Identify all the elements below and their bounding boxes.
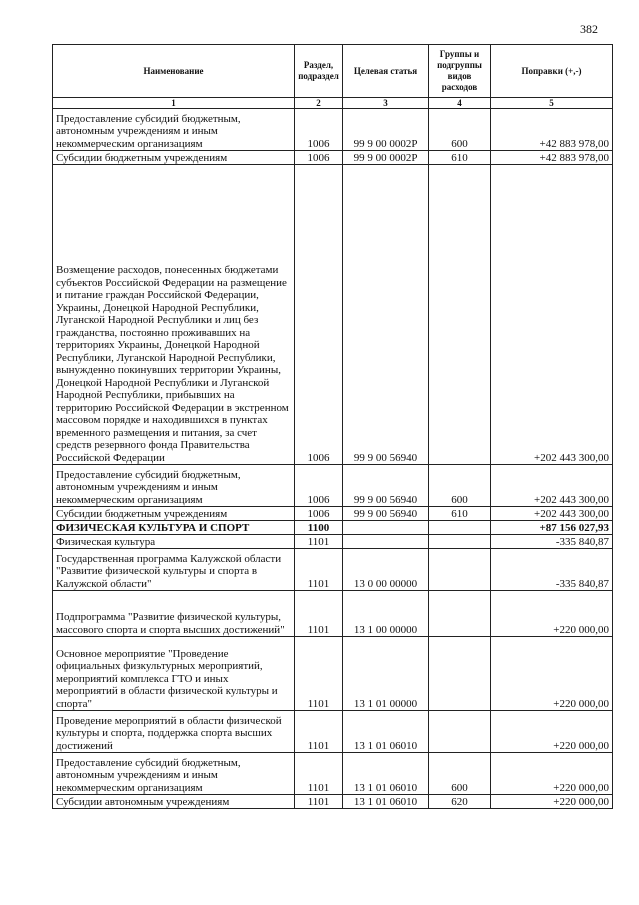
column-number-row: [53, 98, 613, 109]
row-amount: +220 000,00: [491, 711, 613, 753]
column-number: 3: [343, 98, 429, 109]
row-group: [429, 591, 491, 637]
row-name: ФИЗИЧЕСКАЯ КУЛЬТУРА И СПОРТ: [53, 521, 295, 535]
header-amount: Поправки (+,-): [491, 45, 613, 98]
row-amount: +220 000,00: [491, 637, 613, 711]
row-name: Субсидии бюджетным учреждениям: [53, 151, 295, 165]
header-article: Целевая статья: [343, 45, 429, 98]
row-group: [429, 711, 491, 753]
table-row: [53, 637, 613, 711]
row-group: 600: [429, 753, 491, 795]
row-article: 99 9 00 56940: [343, 465, 429, 507]
table-row: [53, 165, 613, 465]
row-group: [429, 535, 491, 549]
row-group: 600: [429, 465, 491, 507]
row-article: 99 9 00 56940: [343, 165, 429, 465]
row-amount: +202 443 300,00: [491, 465, 613, 507]
row-name: Предоставление субсидий бюджетным, автономным учреждениям и иным некоммерческим организациям: [53, 753, 295, 795]
row-article: 13 1 01 06010: [343, 795, 429, 809]
table-row: [53, 507, 613, 521]
header-section: Раздел, подраздел: [295, 45, 343, 98]
row-section: 1006: [295, 151, 343, 165]
row-amount: +42 883 978,00: [491, 151, 613, 165]
row-group: [429, 549, 491, 591]
row-article: 99 9 00 0002Р: [343, 151, 429, 165]
row-name: Возмещение расходов, понесенных бюджетами субъектов Российской Федерации на размещение и питание граждан Российской Федерации, Украины, Донецкой Народной Республики, Луганской Народной Республики и лиц без гражданства, постоянно проживавших на территориях Украины, Донецкой Народной Республики, Луганской Народной Республики, вынужденно покинувших территории Украины, Донецкой Народной Республики и Луганской Народной Республики, прибывших на территорию Российской Федерации в экстренном массовом порядке и находившихся в пунктах временного размещения и питания, за счет средств резервного фонда Правительства Российской Федерации: [53, 165, 295, 465]
table-row: [53, 521, 613, 535]
row-amount: +202 443 300,00: [491, 507, 613, 521]
table-row: [53, 711, 613, 753]
page-number: 382: [580, 22, 598, 36]
row-amount: -335 840,87: [491, 535, 613, 549]
row-article: 13 1 01 06010: [343, 753, 429, 795]
header-group: Группы и подгруппы видов расходов: [429, 45, 491, 98]
row-section: 1006: [295, 165, 343, 465]
row-article: 99 9 00 56940: [343, 507, 429, 521]
column-number: 4: [429, 98, 491, 109]
row-section: 1101: [295, 795, 343, 809]
row-amount: +220 000,00: [491, 753, 613, 795]
row-amount: +42 883 978,00: [491, 109, 613, 151]
table-row: [53, 549, 613, 591]
budget-table: [52, 44, 613, 809]
row-group: 620: [429, 795, 491, 809]
row-group: [429, 165, 491, 465]
row-section: 1006: [295, 465, 343, 507]
row-name: Проведение мероприятий в области физической культуры и спорта, поддержка спорта высших достижений: [53, 711, 295, 753]
row-section: 1100: [295, 521, 343, 535]
row-name: Предоставление субсидий бюджетным, автономным учреждениям и иным некоммерческим организациям: [53, 109, 295, 151]
row-group: 600: [429, 109, 491, 151]
row-amount: +87 156 027,93: [491, 521, 613, 535]
row-amount: +202 443 300,00: [491, 165, 613, 465]
row-section: 1101: [295, 591, 343, 637]
row-group: 610: [429, 151, 491, 165]
row-group: [429, 637, 491, 711]
header-row: [53, 45, 613, 98]
row-article: 13 0 00 00000: [343, 549, 429, 591]
row-article: [343, 521, 429, 535]
row-amount: +220 000,00: [491, 591, 613, 637]
row-article: 13 1 01 06010: [343, 711, 429, 753]
column-number: 1: [53, 98, 295, 109]
row-name: Физическая культура: [53, 535, 295, 549]
row-article: 13 1 01 00000: [343, 637, 429, 711]
row-article: [343, 535, 429, 549]
row-amount: -335 840,87: [491, 549, 613, 591]
row-name: Субсидии автономным учреждениям: [53, 795, 295, 809]
table-row: [53, 465, 613, 507]
table-row: [53, 151, 613, 165]
row-name: Субсидии бюджетным учреждениям: [53, 507, 295, 521]
table-row: [53, 109, 613, 151]
row-name: Государственная программа Калужской области "Развитие физической культуры и спорта в Калужской области": [53, 549, 295, 591]
column-number: 2: [295, 98, 343, 109]
row-section: 1006: [295, 507, 343, 521]
row-article: 13 1 00 00000: [343, 591, 429, 637]
row-name: Подпрограмма "Развитие физической культуры, массового спорта и спорта высших достижений": [53, 591, 295, 637]
row-group: [429, 521, 491, 535]
header-name: Наименование: [53, 45, 295, 98]
row-name: Предоставление субсидий бюджетным, автономным учреждениям и иным некоммерческим организациям: [53, 465, 295, 507]
row-amount: +220 000,00: [491, 795, 613, 809]
row-section: 1101: [295, 637, 343, 711]
table-row: [53, 795, 613, 809]
table-row: [53, 591, 613, 637]
row-group: 610: [429, 507, 491, 521]
row-section: 1101: [295, 711, 343, 753]
row-section: 1101: [295, 753, 343, 795]
row-article: 99 9 00 0002Р: [343, 109, 429, 151]
table-row: [53, 535, 613, 549]
column-number: 5: [491, 98, 613, 109]
row-name: Основное мероприятие "Проведение официальных физкультурных мероприятий, мероприятий комплекса ГТО и иных мероприятий в области физической культуры и спорта": [53, 637, 295, 711]
row-section: 1101: [295, 549, 343, 591]
row-section: 1006: [295, 109, 343, 151]
row-section: 1101: [295, 535, 343, 549]
table-row: [53, 753, 613, 795]
